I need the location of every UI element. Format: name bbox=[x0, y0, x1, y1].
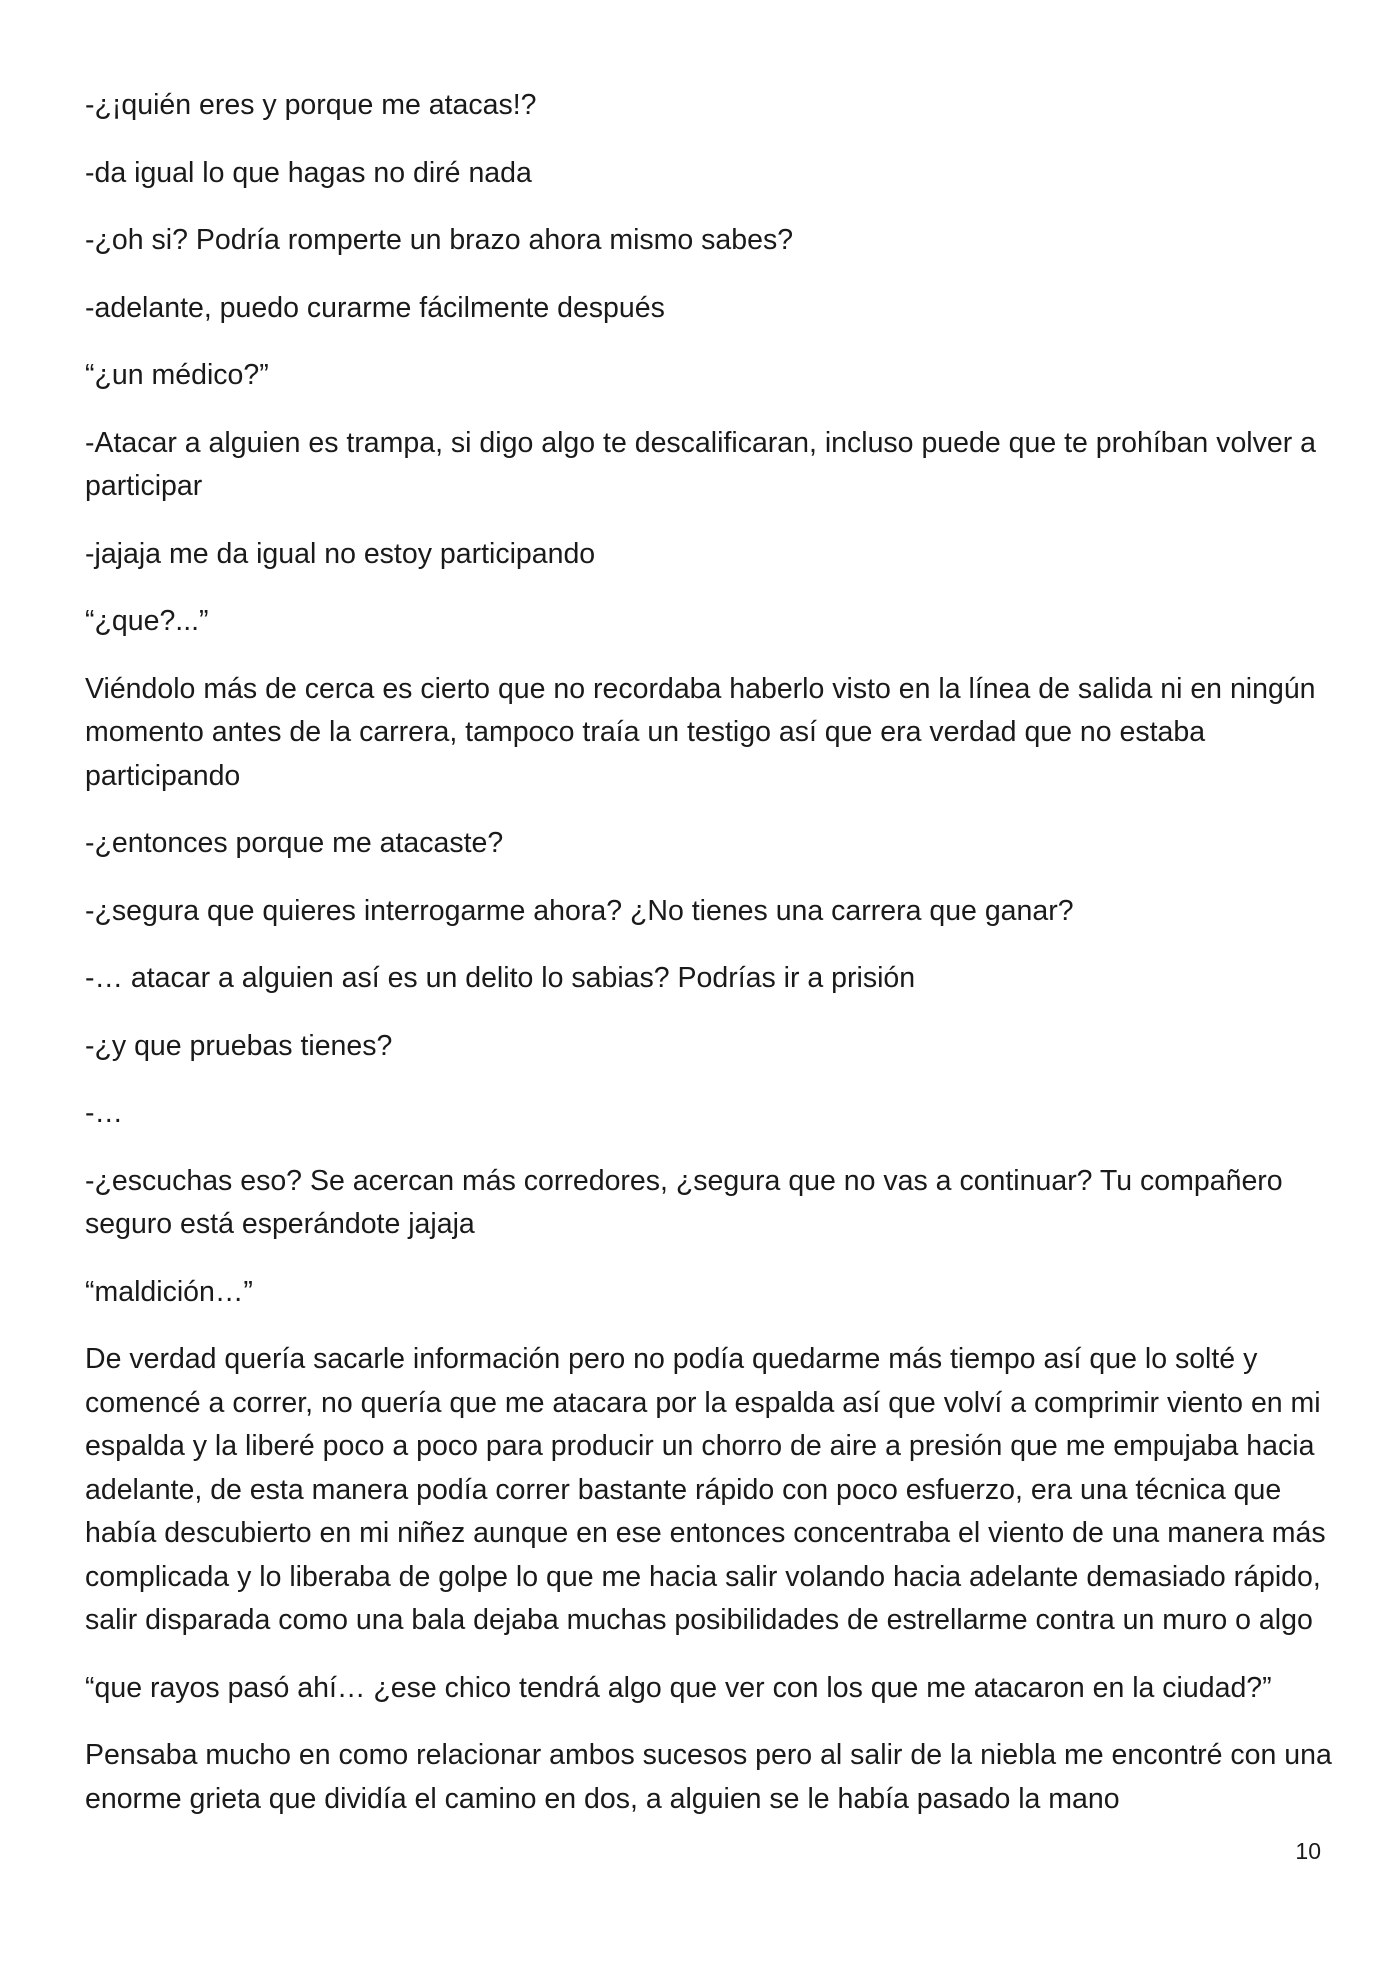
paragraph-3: -¿oh si? Podría romperte un brazo ahora mismo sabes? bbox=[85, 224, 794, 256]
paragraph-6: -Atacar a alguien es trampa, si digo algo te descalificaran, incluso puede que te prohíban volver a participar bbox=[85, 426, 1316, 502]
paragraph-1: -¿¡quién eres y porque me atacas!? bbox=[85, 89, 537, 121]
paragraph-11: -¿segura que quieres interrogarme ahora? ¿No tienes una carrera que ganar? bbox=[85, 894, 1074, 927]
paragraph-8: “¿que?...” bbox=[85, 605, 209, 637]
paragraph-7: -jajaja me da igual no estoy participando bbox=[85, 537, 596, 570]
paragraph-2: -da igual lo que hagas no diré nada bbox=[85, 156, 532, 189]
page-number: 10 bbox=[1295, 1838, 1321, 1864]
paragraph-12: -… atacar a alguien así es un delito lo sabias? Podrías ir a prisión bbox=[85, 962, 916, 994]
paragraph-17: De verdad quería sacarle información pero no podía quedarme más tiempo así que lo solté y comencé a correr, no quería que me atacara por la espalda así que volví a comprimir viento en mi espalda y la liberé poco a poco para producir un chorro de aire a presión que me empujaba hacia adelante, de esta manera podía correr bastante rápido con poco esfuerzo, era una técnica que había descubierto en mi niñez aunque en ese entonces concentraba el viento de una manera más complicada y lo liberaba de golpe lo que me hacia salir volando hacia adelante demasiado rápido, salir disparada como una bala dejaba muchas posibilidades de estrellarme contra un muro o algo bbox=[85, 1343, 1326, 1636]
paragraph-18: “que rayos pasó ahí… ¿ese chico tendrá algo que ver con los que me atacaron en la ciudad?” bbox=[85, 1671, 1272, 1704]
paragraph-4: -adelante, puedo curarme fácilmente después bbox=[85, 291, 665, 324]
paragraph-10: -¿entonces porque me atacaste? bbox=[85, 827, 504, 859]
paragraph-14: -… bbox=[85, 1097, 123, 1129]
paragraph-19: Pensaba mucho en como relacionar ambos sucesos pero al salir de la niebla me encontré con una enorme grieta que dividía el camino en dos, a alguien se le había pasado la mano bbox=[85, 1739, 1332, 1815]
paragraph-15: -¿escuchas eso? Se acercan más corredores, ¿segura que no vas a continuar? Tu compañero seguro está esperándote jajaja bbox=[85, 1164, 1283, 1240]
paragraph-13: -¿y que pruebas tienes? bbox=[85, 1029, 393, 1062]
paragraph-9: Viéndolo más de cerca es cierto que no recordaba haberlo visto en la línea de salida ni en ningún momento antes de la carrera, tampoco traía un testigo así que era verdad que no estaba participando bbox=[85, 672, 1316, 792]
paragraph-5: “¿un médico?” bbox=[85, 359, 269, 391]
paragraph-16: “maldición…” bbox=[85, 1275, 253, 1308]
page-body bbox=[85, 84, 1335, 1845]
